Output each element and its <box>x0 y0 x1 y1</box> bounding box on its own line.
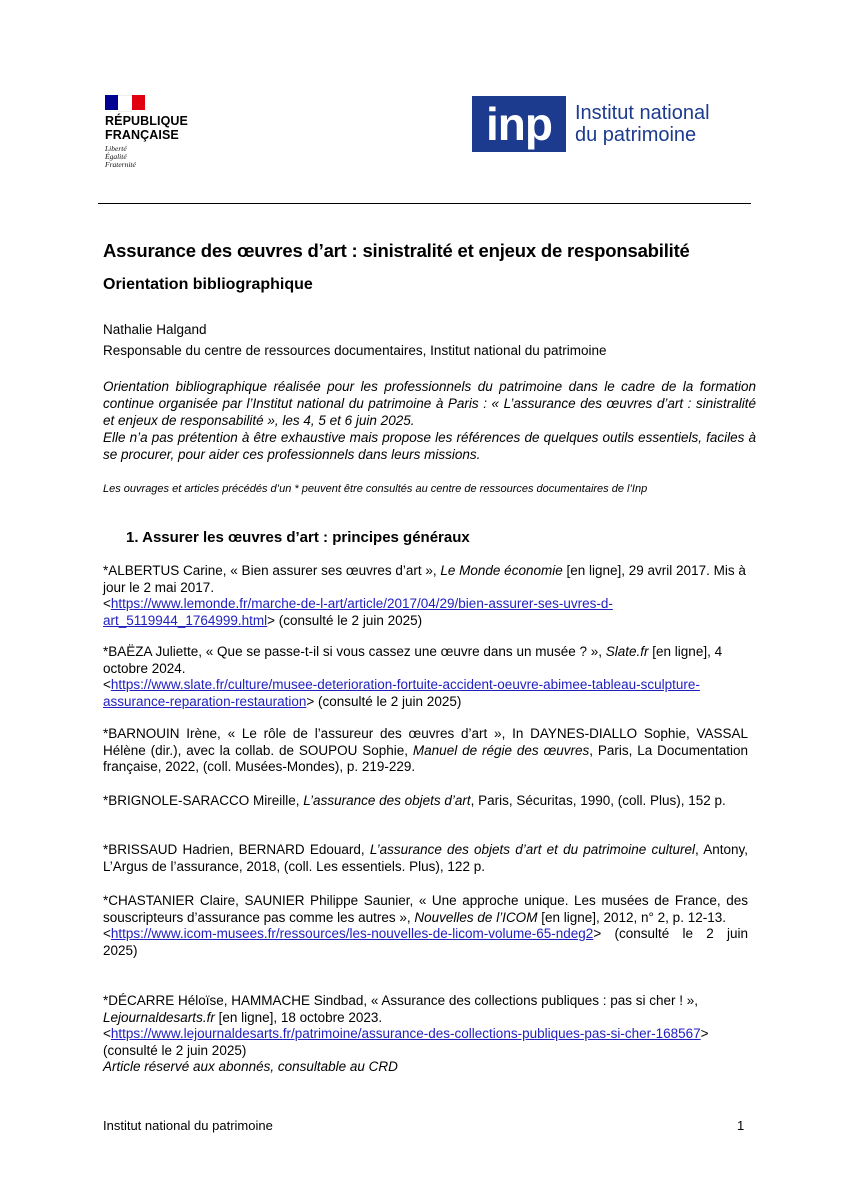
header-divider <box>98 203 751 204</box>
reference-access-note: Article réservé aux abonnés, consultable au CRD <box>103 1059 398 1074</box>
intro-text-2: Elle n’a pas prétention à être exhaustive mais propose les références de quelques outils essentiels, faciles à se procurer, pour aider ces professionnels dans leurs missions. <box>103 430 756 462</box>
inp-logo-name: Institut national du patrimoine <box>575 102 710 146</box>
document-title: Assurance des œuvres d’art : sinistralité et enjeux de responsabilité <box>103 240 690 261</box>
author-name: Nathalie Halgand <box>103 322 207 337</box>
intro-text-1: Orientation bibliographique réalisée pour les professionnels du patrimoine dans le cadre de la formation continue organisée par l’Institut national du patrimoine à Paris : « L’assurance des œuvres d’art : sinistralité et enjeux de responsabilité », les 4, 5 et 6 juin 2025. <box>103 379 756 428</box>
footer-institution: Institut national du patrimoine <box>103 1118 273 1133</box>
rf-motto: Liberté Égalité Fraternité <box>105 144 136 169</box>
reference-item: *CHASTANIER Claire, SAUNIER Philippe Saunier, « Une approche unique. Les musées de France, des souscripteurs d’assurance pas comme les autres », Nouvelles de l’ICOM [en ligne], 2012, n° 2, p. 12-13. <https://www.icom-musees.fr/ressources/les-nouvelles-de-licom-volume-65-ndeg2> (consulté le 2 juin 2025) <box>103 893 748 958</box>
reference-item: *ALBERTUS Carine, « Bien assurer ses œuvres d’art », Le Monde économie [en ligne], 29 avril 2017. Mis à jour le 2 mai 2017. <https://www.lemonde.fr/marche-de-l-art/article/2017/04/29/bien-assurer-ses-uvres-d-art_5119944_1764999.html> (consulté le 2 juin 2025) <box>103 563 746 628</box>
reference-item: *BARNOUIN Irène, « Le rôle de l’assureur des œuvres d’art », In DAYNES-DIALLO Sophie, VASSAL Hélène (dir.), avec la collab. de SOUPOU Sophie, Manuel de régie des œuvres, Paris, La Documentation française, 2022, (coll. Musées-Mondes), p. 219-229. <box>103 726 748 774</box>
inp-logo-mark: inp <box>472 96 566 152</box>
intro-paragraph <box>103 378 756 463</box>
page-number: 1 <box>737 1118 745 1133</box>
reference-link[interactable]: https://www.icom-musees.fr/ressources/les-nouvelles-de-licom-volume-65-ndeg2 <box>110 926 594 941</box>
section-heading-1: 1. Assurer les œuvres d’art : principes généraux <box>126 529 470 546</box>
republique-francaise-logo <box>105 95 225 169</box>
french-flag-icon <box>105 95 145 110</box>
reference-link[interactable]: https://www.lemonde.fr/marche-de-l-art/article/2017/04/29/bien-assurer-ses-uvres-d-art_5119944_1764999.html <box>103 596 613 628</box>
reference-link[interactable]: https://www.slate.fr/culture/musee-deterioration-fortuite-accident-oeuvre-abimee-tableau-sculpture-assurance-reparation-restauration <box>103 677 700 709</box>
document-subtitle: Orientation bibliographique <box>103 276 313 293</box>
inp-logo <box>472 96 710 152</box>
reference-item: *BAËZA Juliette, « Que se passe-t-il si vous cassez une œuvre dans un musée ? », Slate.fr [en ligne], 4 octobre 2024. <https://www.slate.fr/culture/musee-deterioration-fortuite-accident-oeuvre-abimee-tableau-sculpture-assurance-reparation-restauration> (consulté le 2 juin 2025) <box>103 644 723 709</box>
author-role: Responsable du centre de ressources documentaires, Institut national du patrimoine <box>103 343 607 358</box>
reference-link[interactable]: https://www.lejournaldesarts.fr/patrimoine/assurance-des-collections-publiques-pas-si-cher-168567 <box>110 1026 701 1041</box>
reference-item: *BRISSAUD Hadrien, BERNARD Edouard, L’assurance des objets d’art et du patrimoine culturel, Antony, L’Argus de l’assurance, 2018, (coll. Les essentiels. Plus), 122 p. <box>103 842 748 874</box>
availability-note: Les ouvrages et articles précédés d’un * peuvent être consultés au centre de ressources documentaires de l’Inp <box>103 483 648 495</box>
rf-title: RÉPUBLIQUE FRANÇAISE <box>105 114 188 142</box>
reference-item: *DÉCARRE Héloïse, HAMMACHE Sindbad, « Assurance des collections publiques : pas si cher ! », Lejournaldesarts.fr [en ligne], 18 octobre 2023. <https://www.lejournaldesarts.fr/patrimoine/assurance-des-collections-publiques-pas-si-cher-168567> (consulté le 2 juin 2025) Article réservé aux abonnés, consultable au CRD <box>103 993 709 1074</box>
reference-item: *BRIGNOLE-SARACCO Mireille, L’assurance des objets d’art, Paris, Sécuritas, 1990, (coll. Plus), 152 p. <box>103 793 726 808</box>
